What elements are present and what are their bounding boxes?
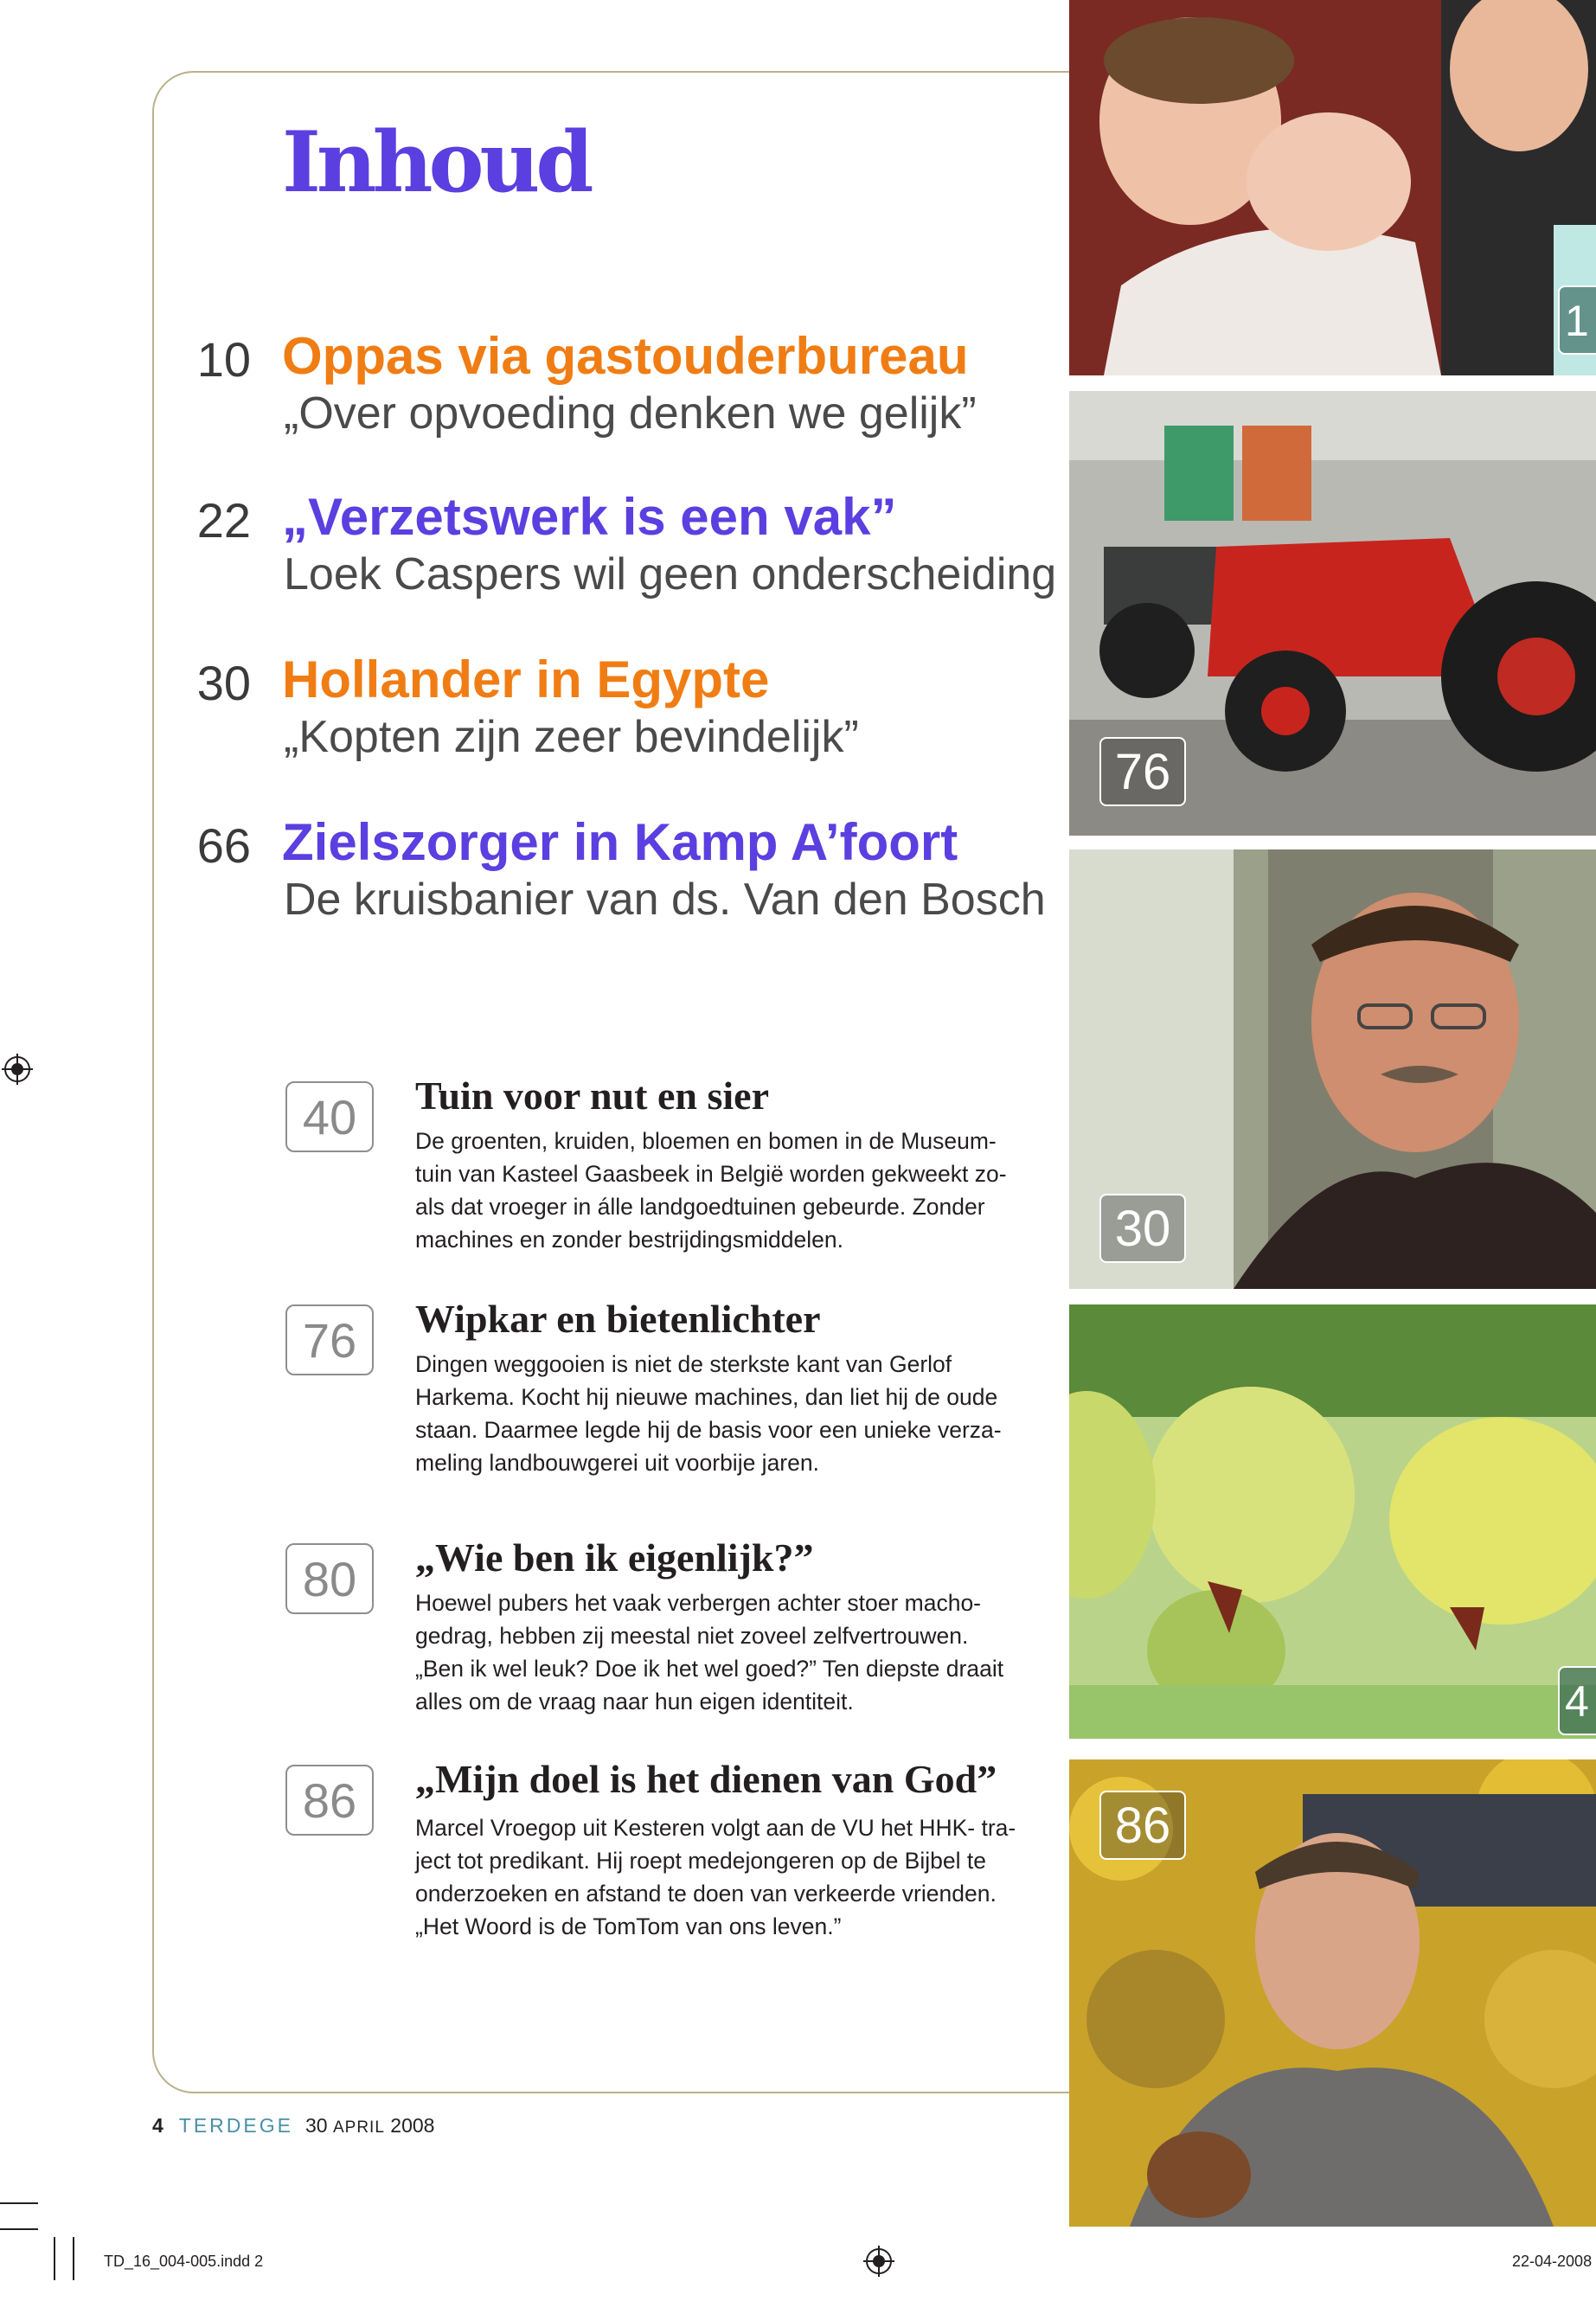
article-title: „Mijn doel is het dienen van God” <box>415 1757 997 1801</box>
page-footer <box>152 2114 434 2138</box>
crop-mark <box>54 2237 55 2280</box>
article-page-number: 40 <box>285 1081 374 1152</box>
footer-year: 2008 <box>390 2114 435 2137</box>
feature-subtitle: „Over opvoeding denken we gelijk” <box>284 388 977 439</box>
photo-young-man[interactable] <box>1069 1759 1596 2227</box>
article-page-number: 80 <box>285 1543 374 1614</box>
photo-family[interactable] <box>1069 0 1596 375</box>
photo-page-badge: 30 <box>1099 1194 1186 1263</box>
article-summary: Marcel Vroegop uit Kesteren volgt aan de VU het HHK- tra- ject tot predikant. Hij roept medejongeren op de Bijbel te onderzoeken en afstand te doen van verkeerde vrienden. „Het Woord is de TomTom van ons leven.” <box>415 1815 1016 1939</box>
crop-mark <box>0 2228 38 2230</box>
photo-man[interactable] <box>1069 849 1596 1289</box>
footer-magazine-name: TERDEGE <box>178 2114 293 2137</box>
article-summary: De groenten, kruiden, bloemen en bomen in de Museum- tuin van Kasteel Gaasbeek in België worden gekweekt zo- als dat vroeger in álle landgoedtuinen gebeurde. Zonder machines en zonder bestrijdingsmiddelen. <box>415 1128 1007 1253</box>
feature-title: Hollander in Egypte <box>282 651 770 708</box>
photo-tractor[interactable] <box>1069 391 1596 836</box>
article-title: Tuin voor nut en sier <box>415 1074 769 1118</box>
photo-edge-tab: 1 <box>1558 285 1596 355</box>
photo-page-badge: 76 <box>1099 737 1186 806</box>
feature-subtitle: Loek Caspers wil geen onderscheiding <box>284 549 1057 599</box>
slug-date: 22-04-2008 <box>1512 2253 1593 2270</box>
photo-edge-tab: 4 <box>1558 1666 1596 1735</box>
slug-filename: TD_16_004-005.indd 2 <box>104 2253 264 2270</box>
article-summary: Hoewel pubers het vaak verbergen achter stoer macho- gedrag, hebben zij meestal niet zoveel zelfvertrouwen. „Ben ik wel leuk? Doe ik het wel goed?” Ten diepste draait alles om de vraag naar hun eigen identiteit. <box>415 1590 1004 1715</box>
feature-subtitle: De kruisbanier van ds. Van den Bosch <box>284 875 1046 925</box>
feature-page-number: 22 <box>196 493 251 548</box>
feature-title: Zielszorger in Kamp A’foort <box>282 813 958 871</box>
feature-title: Oppas via gastouderbureau <box>282 327 969 385</box>
footer-month: APRIL <box>332 2118 385 2137</box>
footer-day: 30 <box>304 2114 328 2137</box>
crop-mark <box>73 2237 74 2280</box>
feature-title: „Verzetswerk is een vak” <box>282 488 897 546</box>
article-title: „Wie ben ik eigenlijk?” <box>415 1535 814 1580</box>
registration-mark-icon <box>2 1054 33 1089</box>
photo-page-badge: 86 <box>1099 1791 1186 1860</box>
footer-page-number: 4 <box>152 2114 163 2137</box>
article-page-number: 86 <box>285 1765 374 1836</box>
article-page-number: 76 <box>285 1304 374 1375</box>
crop-mark <box>0 2202 38 2204</box>
page-title: Inhoud <box>282 113 590 211</box>
photo-gooseberries[interactable] <box>1069 1304 1596 1739</box>
registration-mark-icon <box>863 2246 894 2281</box>
feature-subtitle: „Kopten zijn zeer bevindelijk” <box>284 712 859 762</box>
article-title: Wipkar en bietenlichter <box>415 1297 821 1341</box>
feature-page-number: 10 <box>196 332 251 387</box>
article-summary: Dingen weggooien is niet de sterkste kant van Gerlof Harkema. Kocht hij nieuwe machines, dan liet hij de oude staan. Daarmee legde hij de basis voor een unieke verza- meling landbouwgerei uit voorbije jaren. <box>415 1351 1002 1476</box>
feature-page-number: 30 <box>196 656 251 710</box>
feature-page-number: 66 <box>196 818 251 873</box>
